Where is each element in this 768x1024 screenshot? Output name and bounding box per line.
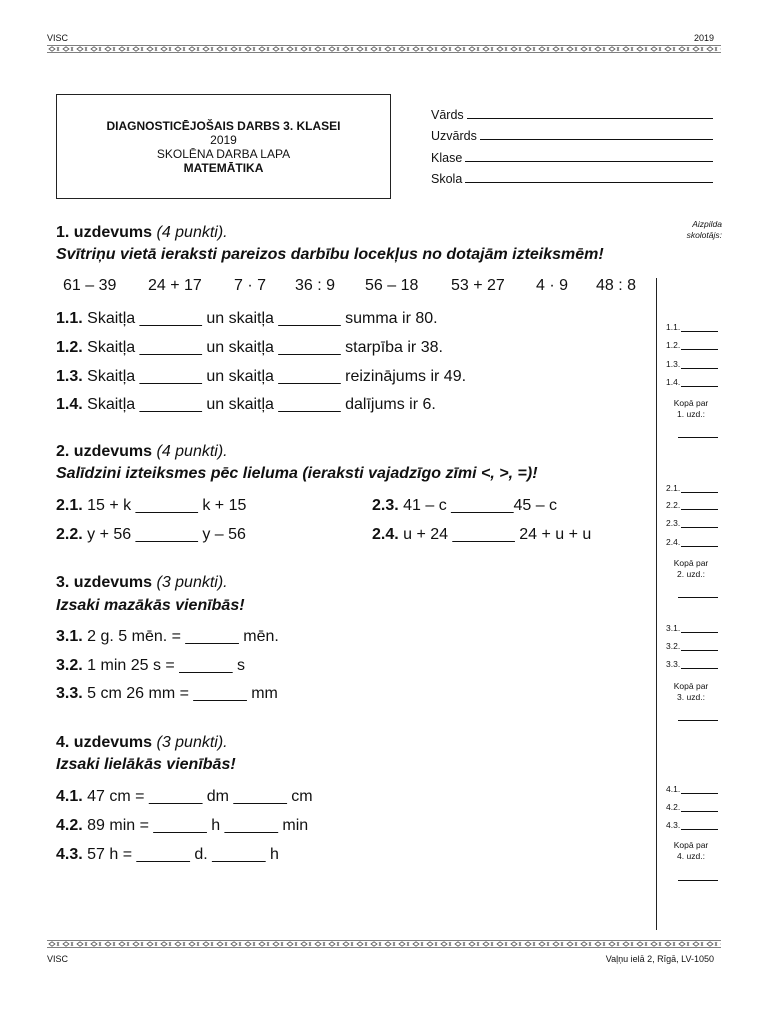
footer-left-text: VISC [47, 954, 69, 964]
score-2-2[interactable] [666, 500, 718, 510]
total-1-line[interactable] [678, 437, 718, 438]
score-3-2[interactable] [666, 641, 718, 651]
item-number: 4.2. [56, 817, 83, 834]
task-1-1[interactable] [56, 309, 438, 329]
item-text: 41 – c _______45 – c [403, 497, 558, 514]
item-text: 89 min = ______ h ______ min [87, 817, 309, 834]
total-task-3 [660, 681, 722, 703]
task-4-instruction: Izsaki lielākās vienībās! [56, 756, 236, 773]
item-text: 15 + k _______ k + 15 [87, 497, 247, 514]
task-2-3[interactable] [372, 496, 557, 516]
name-field[interactable] [431, 100, 713, 122]
item-number: 4.3. [56, 846, 83, 863]
total-task: 1. uzd.: [677, 409, 705, 419]
title-worksheet: SKOLĒNA DARBA LAPA [156, 147, 291, 161]
task-title-text: 3. uzdevums [56, 574, 153, 591]
score-label: 4.3. [666, 820, 681, 830]
task-points: (3 punkti). [156, 734, 228, 751]
school-field[interactable] [431, 165, 713, 187]
total-task: 4. uzd.: [677, 851, 705, 861]
score-label: 2.4. [666, 537, 681, 547]
task-2-instruction: Salīdzini izteiksmes pēc lieluma (ieraksti vajadzīgo zīmi <, >, =)! [56, 465, 538, 482]
item-text: 5 cm 26 mm = ______ mm [87, 685, 278, 702]
task-4-2[interactable] [56, 816, 308, 836]
item-text: 1 min 25 s = ______ s [87, 657, 246, 674]
ornament-border-bottom [47, 940, 721, 948]
item-number: 2.2. [56, 526, 83, 543]
score-label: 3.3. [666, 659, 681, 669]
task-3-3[interactable] [56, 684, 278, 704]
item-text: Skaitļa _______ un skaitļa _______ dalījums ir 6. [87, 396, 436, 413]
header-left-text: VISC [47, 33, 69, 43]
score-label: 1.3. [666, 359, 681, 369]
score-1-1[interactable] [666, 322, 718, 332]
task-2-1[interactable] [56, 496, 246, 516]
score-4-3[interactable] [666, 820, 718, 830]
task-1-2[interactable] [56, 338, 443, 358]
item-number: 1.4. [56, 396, 83, 413]
score-label: 4.1. [666, 784, 681, 794]
total-3-line[interactable] [678, 720, 718, 721]
score-1-4[interactable] [666, 377, 718, 387]
task-3-1[interactable] [56, 627, 279, 647]
sidebar-title-line2: skolotājs: [686, 230, 722, 240]
task-4-title [56, 732, 228, 753]
item-number: 3.1. [56, 628, 83, 645]
class-field[interactable] [431, 143, 713, 165]
score-2-3[interactable] [666, 518, 718, 528]
score-1-2[interactable] [666, 340, 718, 350]
surname-label: Uzvārds [431, 129, 477, 143]
sidebar-title-line1: Aizpilda [692, 219, 722, 229]
item-number: 4.1. [56, 788, 83, 805]
student-info-fields [431, 100, 713, 186]
score-3-1[interactable] [666, 623, 718, 633]
sidebar-divider [656, 278, 657, 930]
title-subject: MATEMĀTIKA [183, 161, 264, 175]
title-line: DIAGNOSTICĒJOŠAIS DARBS 3. KLASEI [106, 119, 341, 133]
ornament-border-top [47, 45, 721, 53]
task-4-1[interactable] [56, 787, 313, 807]
item-number: 2.1. [56, 497, 83, 514]
score-label: 2.2. [666, 500, 681, 510]
total-task: 2. uzd.: [677, 569, 705, 579]
expression: 7 · 7 [234, 277, 267, 294]
expression: 36 : 9 [295, 277, 336, 294]
task-2-title [56, 441, 228, 462]
total-2-line[interactable] [678, 597, 718, 598]
task-title-text: 4. uzdevums [56, 734, 153, 751]
total-label: Kopā par [673, 681, 709, 691]
score-4-2[interactable] [666, 802, 718, 812]
total-label: Kopā par [673, 398, 709, 408]
surname-field[interactable] [431, 122, 713, 144]
task-points: (4 punkti). [156, 443, 228, 460]
school-line[interactable] [465, 170, 713, 183]
expression: 48 : 8 [596, 277, 637, 294]
item-number: 2.4. [372, 526, 399, 543]
score-label: 1.1. [666, 322, 681, 332]
school-label: Skola [431, 172, 463, 186]
task-points: (3 punkti). [156, 574, 228, 591]
item-text: 2 g. 5 mēn. = ______ mēn. [87, 628, 279, 645]
item-text: Skaitļa _______ un skaitļa _______ reizinājums ir 49. [87, 368, 467, 385]
item-text: y + 56 _______ y – 56 [87, 526, 246, 543]
total-task-4 [660, 840, 722, 862]
task-4-3[interactable] [56, 845, 279, 865]
task-3-instruction: Izsaki mazākās vienībās! [56, 597, 245, 614]
task-title-text: 2. uzdevums [56, 443, 153, 460]
item-number: 1.3. [56, 368, 83, 385]
footer-address: Vaļņu ielā 2, Rīgā, LV-1050 [605, 954, 714, 964]
score-label: 3.1. [666, 623, 681, 633]
item-text: Skaitļa _______ un skaitļa _______ starpība ir 38. [87, 339, 443, 356]
task-1-instruction: Svītriņu vietā ieraksti pareizos darbību locekļus no dotajām izteiksmēm! [56, 246, 604, 263]
header-year: 2019 [693, 33, 714, 43]
score-3-3[interactable] [666, 659, 718, 669]
item-number: 1.2. [56, 339, 83, 356]
score-1-3[interactable] [666, 359, 718, 369]
item-number: 3.3. [56, 685, 83, 702]
task-2-4[interactable] [372, 525, 591, 545]
score-label: 1.2. [666, 340, 681, 350]
name-line[interactable] [467, 106, 713, 119]
score-2-1[interactable] [666, 483, 718, 493]
score-label: 2.1. [666, 483, 681, 493]
score-label: 2.3. [666, 518, 681, 528]
item-text: Skaitļa _______ un skaitļa _______ summa ir 80. [87, 310, 438, 327]
task-1-title [56, 222, 228, 243]
expression: 4 · 9 [536, 277, 569, 294]
item-number: 1.1. [56, 310, 83, 327]
task-3-title [56, 572, 228, 593]
score-2-4[interactable] [666, 537, 718, 547]
task-title-text: 1. uzdevums [56, 224, 153, 241]
sidebar-title [666, 219, 722, 241]
expression: 24 + 17 [148, 277, 202, 294]
class-line[interactable] [465, 149, 713, 162]
task-3-2[interactable] [56, 656, 245, 676]
total-task-1 [660, 398, 722, 420]
task-points: (4 punkti). [156, 224, 228, 241]
item-text: u + 24 _______ 24 + u + u [403, 526, 592, 543]
title-year: 2019 [210, 133, 237, 147]
surname-line[interactable] [480, 127, 713, 140]
item-number: 2.3. [372, 497, 399, 514]
total-4-line[interactable] [678, 880, 718, 881]
score-label: 3.2. [666, 641, 681, 651]
title-box [56, 94, 391, 199]
expression: 61 – 39 [63, 277, 117, 294]
total-label: Kopā par [673, 558, 709, 568]
item-text: 57 h = ______ d. ______ h [87, 846, 279, 863]
item-number: 3.2. [56, 657, 83, 674]
score-4-1[interactable] [666, 784, 718, 794]
task-2-2[interactable] [56, 525, 246, 545]
task-1-3[interactable] [56, 367, 466, 387]
task-1-4[interactable] [56, 395, 436, 415]
total-label: Kopā par [673, 840, 709, 850]
expression: 56 – 18 [365, 277, 419, 294]
class-label: Klase [431, 150, 463, 165]
score-label: 4.2. [666, 802, 681, 812]
total-task-2 [660, 558, 722, 580]
name-label: Vārds [431, 107, 464, 122]
item-text: 47 cm = ______ dm ______ cm [87, 788, 313, 805]
score-label: 1.4. [666, 377, 681, 387]
total-task: 3. uzd.: [677, 692, 705, 702]
expression: 53 + 27 [451, 277, 505, 294]
